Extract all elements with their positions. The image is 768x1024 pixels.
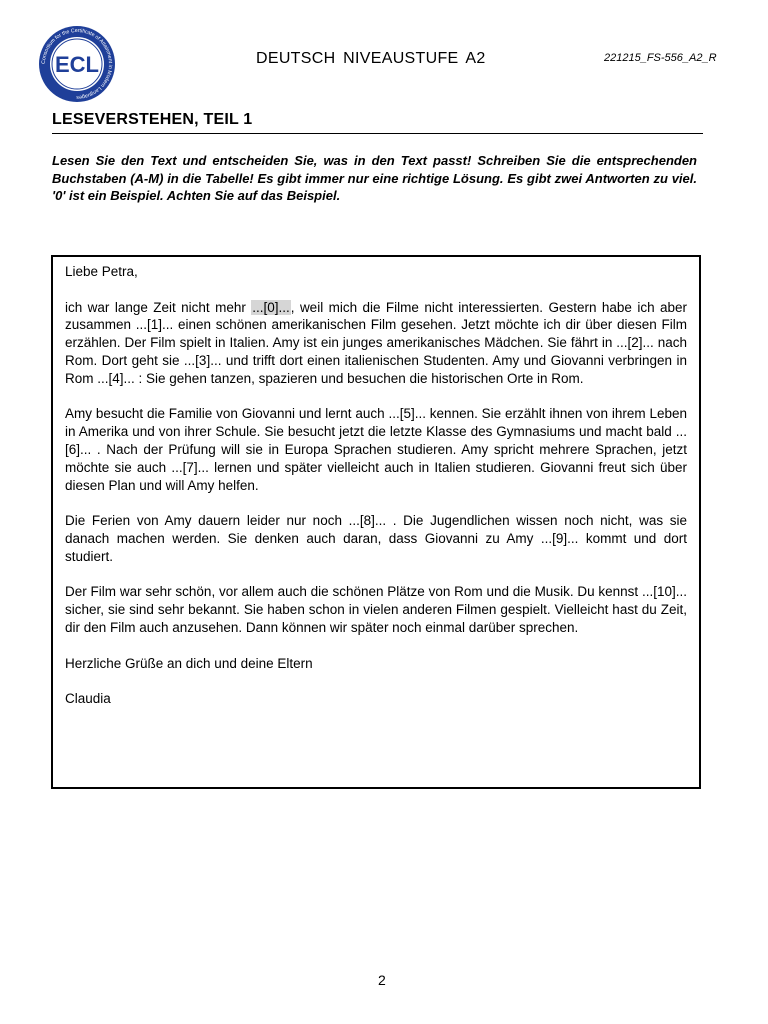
title-divider	[52, 133, 703, 134]
letter-closing: Herzliche Grüße an dich und deine Eltern	[65, 655, 313, 671]
page-number: 2	[378, 972, 386, 988]
logo-ring-text: Consortium for the Certificate of Attainment in Modern Languages	[40, 27, 114, 101]
letter-paragraph-2: Amy besucht die Familie von Giovanni und lernt auch ...[5]... kennen. Sie erzählt ihnen von ihrem Leben in Amerika und von ihrer Schule. Sie besucht jetzt die letzte Klasse des Gymnasiums und macht bald ...[6]... . Nach der Prüfung will sie in Europa Sprachen studieren. Amy spricht mehrere Sprachen, jetzt möchte sie auch ...[7]... lernen und später vielleicht auch in Italien studieren. Giovanni freut sich über diesen Plan und will Amy helfen.	[65, 406, 687, 493]
letter-paragraph-4: Der Film war sehr schön, vor allem auch die schönen Plätze von Rom und die Musik. Du kennst ...[10]... sicher, sie sind sehr bekannt. Sie haben schon in vielen anderen Filmen gespielt. Vielleicht hast du Zeit, dir den Film auch anzusehen. Dann können wir später noch einmal darüber sprechen.	[65, 584, 687, 635]
ecl-seal-icon	[37, 24, 117, 104]
letter-greeting: Liebe Petra,	[65, 264, 138, 279]
logo-text: ECL	[55, 52, 99, 77]
exam-title: DEUTSCH NIVEAUSTUFE A2	[256, 50, 486, 67]
task-instructions: Lesen Sie den Text und entscheiden Sie, was in den Text passt! Schreiben Sie die entsprechenden Buchstaben (A-M) in die Tabelle! Es gibt immer nur eine richtige Lösung. Es gibt zwei Antworten zu viel. '0' ist ein Beispiel. Achten Sie auf das Beispiel.	[52, 153, 697, 203]
letter-text-box	[51, 255, 701, 789]
example-gap: ...[0]...	[252, 299, 290, 315]
paragraph-1-rest: , weil mich die Filme nicht interessierten. Gestern habe ich aber zusammen ...[1]... einen schönen amerikanischen Film gesehen. Jetzt möchte ich dir über diesen Film erzählen. Der Film spielt in Italien. Amy ist ein junges amerikanisches Mädchen. Sie fährt in ...[2]... nach Rom. Dort geht sie ...[3]... und trifft dort einen italienischen Studenten. Amy und Giovanni verbringen in Rom ...[4]... : Sie gehen tanzen, spazieren und besuchen die historischen Orte in Rom.	[65, 299, 688, 386]
exam-code: 221215_FS-556_A2_R	[604, 52, 717, 64]
letter-paragraph-1	[65, 299, 687, 388]
paragraph-1-start: ich war lange Zeit nicht mehr	[65, 299, 252, 315]
letter-signature: Claudia	[65, 691, 111, 707]
letter-paragraph-3: Die Ferien von Amy dauern leider nur noch ...[8]... . Die Jugendlichen wissen noch nicht, was sie danach machen werden. Sie denken auch daran, dass Giovanni zu Amy ...[9]... kommt und dort studiert.	[65, 513, 687, 564]
ecl-logo	[37, 24, 117, 104]
section-title: LESEVERSTEHEN, TEIL 1	[52, 111, 253, 128]
